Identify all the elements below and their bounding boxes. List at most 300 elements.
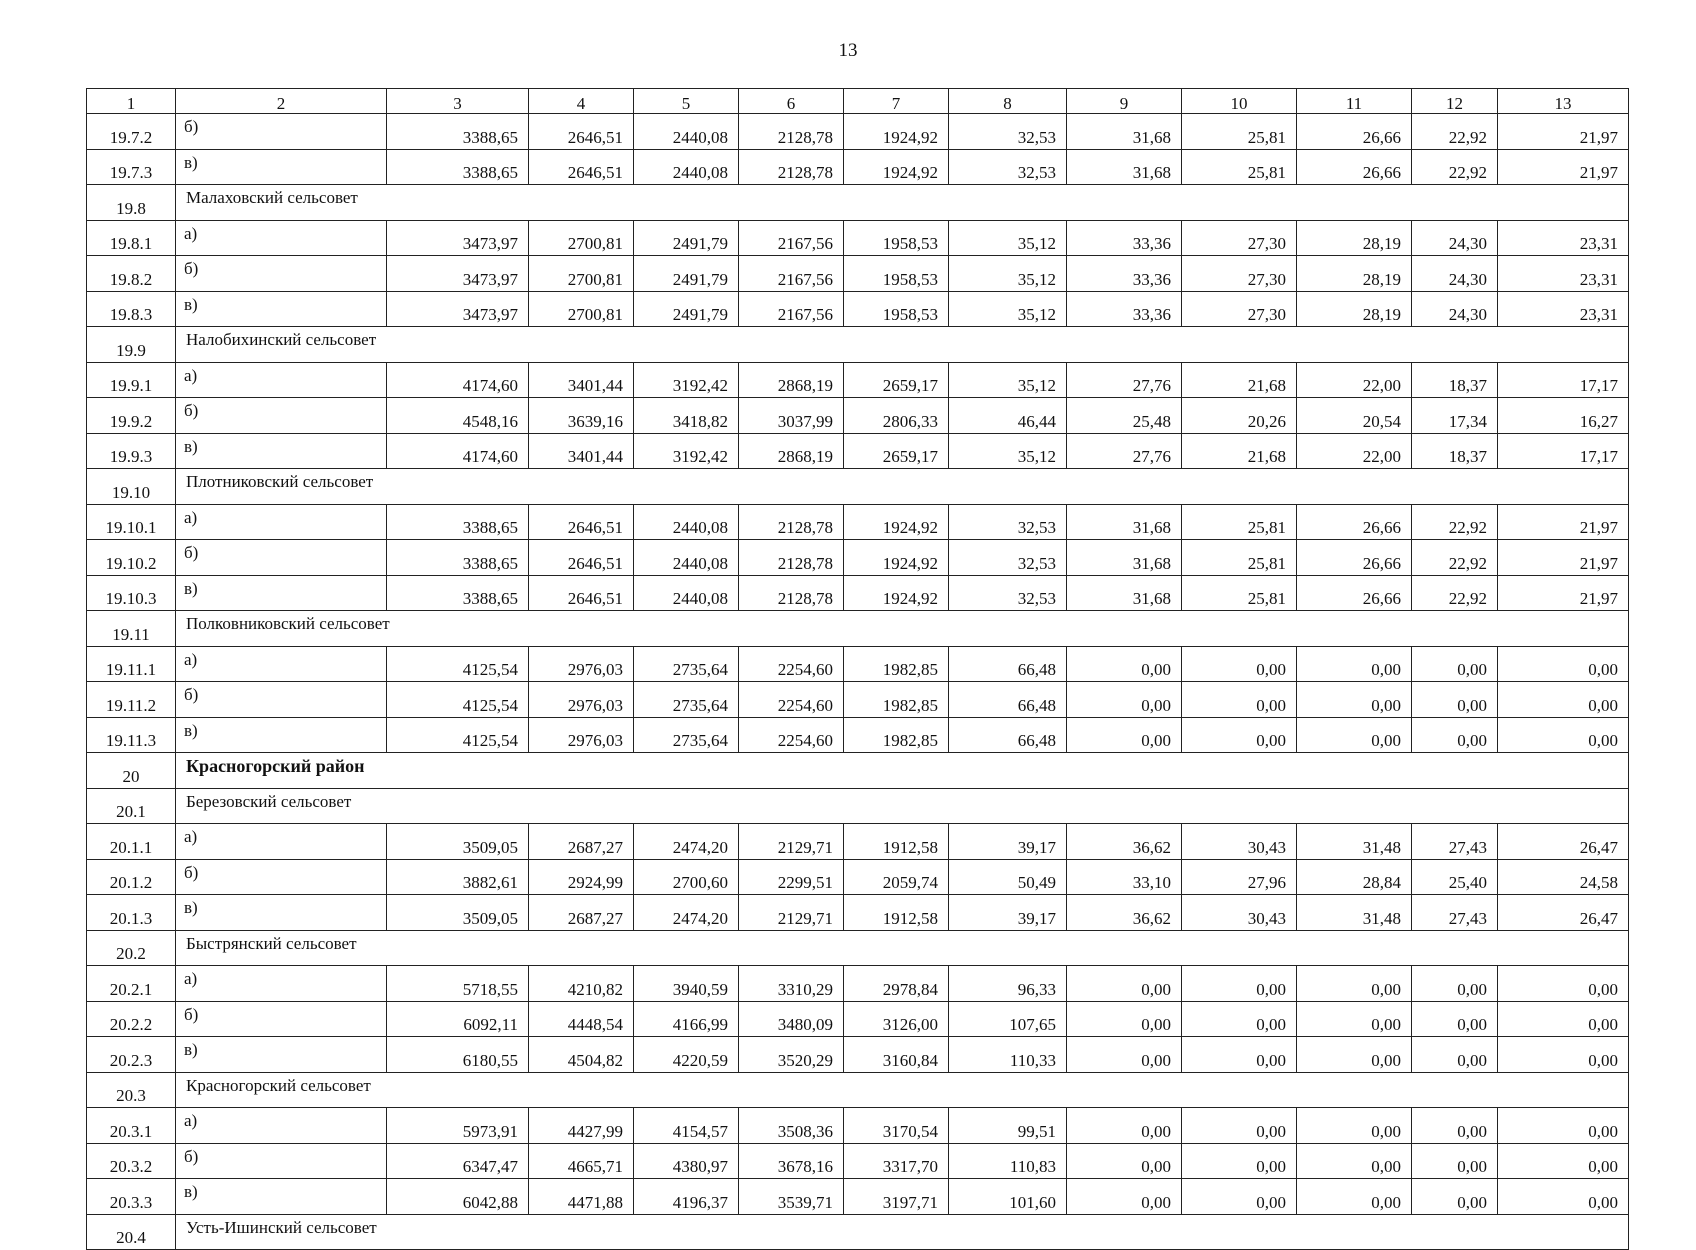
value-cell-col-6: 2254,60 bbox=[739, 717, 844, 753]
value-cell-col-13: 21,97 bbox=[1498, 540, 1629, 576]
value-cell-col-7: 2978,84 bbox=[844, 966, 949, 1002]
value-cell-col-9: 27,76 bbox=[1067, 433, 1182, 469]
page-number: 13 bbox=[838, 40, 858, 61]
row-code: 19.8 bbox=[87, 185, 176, 221]
row-code: 20.1.2 bbox=[87, 859, 176, 895]
value-cell-col-5: 3940,59 bbox=[634, 966, 739, 1002]
value-cell-col-11: 26,66 bbox=[1297, 575, 1412, 611]
row-code: 19.11.2 bbox=[87, 682, 176, 718]
value-cell-col-7: 1958,53 bbox=[844, 256, 949, 292]
value-cell-col-11: 28,19 bbox=[1297, 256, 1412, 292]
value-cell-col-8: 35,12 bbox=[949, 291, 1067, 327]
row-letter: б) bbox=[176, 398, 387, 434]
value-cell-col-4: 2976,03 bbox=[529, 646, 634, 682]
value-cell-col-12: 18,37 bbox=[1412, 433, 1498, 469]
value-cell-col-9: 31,68 bbox=[1067, 149, 1182, 185]
value-cell-col-11: 0,00 bbox=[1297, 646, 1412, 682]
settlement-name: Быстрянский сельсовет bbox=[176, 930, 1629, 966]
value-cell-col-13: 0,00 bbox=[1498, 1037, 1629, 1073]
value-cell-col-5: 2440,08 bbox=[634, 149, 739, 185]
value-cell-col-3: 4174,60 bbox=[387, 433, 529, 469]
row-code: 20.2.1 bbox=[87, 966, 176, 1002]
row-letter: а) bbox=[176, 1108, 387, 1144]
row-code: 20.1 bbox=[87, 788, 176, 824]
value-cell-col-10: 21,68 bbox=[1182, 433, 1297, 469]
value-cell-col-4: 2646,51 bbox=[529, 504, 634, 540]
row-letter: б) bbox=[176, 682, 387, 718]
value-cell-col-5: 2491,79 bbox=[634, 291, 739, 327]
value-cell-col-13: 21,97 bbox=[1498, 114, 1629, 150]
value-cell-col-3: 3473,97 bbox=[387, 220, 529, 256]
value-cell-col-5: 2700,60 bbox=[634, 859, 739, 895]
value-cell-col-8: 101,60 bbox=[949, 1179, 1067, 1215]
value-cell-col-7: 1924,92 bbox=[844, 149, 949, 185]
row-code: 19.8.2 bbox=[87, 256, 176, 292]
value-cell-col-12: 0,00 bbox=[1412, 1143, 1498, 1179]
value-cell-col-11: 22,00 bbox=[1297, 433, 1412, 469]
table-header-row bbox=[87, 89, 1629, 114]
row-letter: б) bbox=[176, 256, 387, 292]
value-cell-col-3: 3509,05 bbox=[387, 824, 529, 860]
row-code: 20.1.1 bbox=[87, 824, 176, 860]
value-cell-col-5: 3418,82 bbox=[634, 398, 739, 434]
table-row bbox=[87, 966, 1629, 1002]
value-cell-col-4: 3401,44 bbox=[529, 362, 634, 398]
table-row bbox=[87, 540, 1629, 576]
value-cell-col-9: 25,48 bbox=[1067, 398, 1182, 434]
value-cell-col-5: 2735,64 bbox=[634, 682, 739, 718]
value-cell-col-11: 22,00 bbox=[1297, 362, 1412, 398]
value-cell-col-3: 4125,54 bbox=[387, 682, 529, 718]
row-code: 20.3 bbox=[87, 1072, 176, 1108]
row-letter: а) bbox=[176, 362, 387, 398]
value-cell-col-5: 2440,08 bbox=[634, 540, 739, 576]
row-code: 20.3.2 bbox=[87, 1143, 176, 1179]
value-cell-col-10: 27,30 bbox=[1182, 291, 1297, 327]
value-cell-col-3: 6042,88 bbox=[387, 1179, 529, 1215]
value-cell-col-12: 0,00 bbox=[1412, 1108, 1498, 1144]
value-cell-col-9: 0,00 bbox=[1067, 1143, 1182, 1179]
value-cell-col-10: 0,00 bbox=[1182, 1037, 1297, 1073]
value-cell-col-12: 0,00 bbox=[1412, 1037, 1498, 1073]
value-cell-col-11: 0,00 bbox=[1297, 717, 1412, 753]
table-row bbox=[87, 433, 1629, 469]
value-cell-col-6: 2254,60 bbox=[739, 682, 844, 718]
value-cell-col-9: 27,76 bbox=[1067, 362, 1182, 398]
row-code: 20.4 bbox=[87, 1214, 176, 1250]
value-cell-col-6: 2299,51 bbox=[739, 859, 844, 895]
row-letter: в) bbox=[176, 1037, 387, 1073]
value-cell-col-5: 4166,99 bbox=[634, 1001, 739, 1037]
row-code: 19.8.3 bbox=[87, 291, 176, 327]
section-row bbox=[87, 930, 1629, 966]
value-cell-col-13: 21,97 bbox=[1498, 149, 1629, 185]
row-code: 19.10.2 bbox=[87, 540, 176, 576]
header-cell-col-12: 12 bbox=[1412, 89, 1498, 114]
value-cell-col-6: 2128,78 bbox=[739, 149, 844, 185]
value-cell-col-8: 66,48 bbox=[949, 717, 1067, 753]
section-row bbox=[87, 185, 1629, 221]
value-cell-col-10: 0,00 bbox=[1182, 646, 1297, 682]
value-cell-col-13: 26,47 bbox=[1498, 824, 1629, 860]
value-cell-col-3: 5718,55 bbox=[387, 966, 529, 1002]
row-code: 19.8.1 bbox=[87, 220, 176, 256]
value-cell-col-12: 22,92 bbox=[1412, 540, 1498, 576]
value-cell-col-7: 1982,85 bbox=[844, 646, 949, 682]
value-cell-col-6: 2868,19 bbox=[739, 362, 844, 398]
value-cell-col-4: 2687,27 bbox=[529, 895, 634, 931]
value-cell-col-10: 27,30 bbox=[1182, 220, 1297, 256]
value-cell-col-4: 4471,88 bbox=[529, 1179, 634, 1215]
value-cell-col-6: 3508,36 bbox=[739, 1108, 844, 1144]
row-code: 19.11.3 bbox=[87, 717, 176, 753]
value-cell-col-4: 2687,27 bbox=[529, 824, 634, 860]
value-cell-col-9: 0,00 bbox=[1067, 1037, 1182, 1073]
table-row bbox=[87, 717, 1629, 753]
row-letter: в) bbox=[176, 433, 387, 469]
value-cell-col-5: 4380,97 bbox=[634, 1143, 739, 1179]
value-cell-col-5: 2491,79 bbox=[634, 220, 739, 256]
row-code: 19.10.1 bbox=[87, 504, 176, 540]
value-cell-col-7: 3197,71 bbox=[844, 1179, 949, 1215]
value-cell-col-11: 31,48 bbox=[1297, 824, 1412, 860]
tariff-table bbox=[86, 88, 1629, 1250]
table-body bbox=[87, 89, 1629, 1250]
value-cell-col-4: 4210,82 bbox=[529, 966, 634, 1002]
header-cell-col-11: 11 bbox=[1297, 89, 1412, 114]
value-cell-col-11: 28,84 bbox=[1297, 859, 1412, 895]
row-letter: б) bbox=[176, 859, 387, 895]
value-cell-col-6: 2167,56 bbox=[739, 256, 844, 292]
value-cell-col-6: 2128,78 bbox=[739, 504, 844, 540]
value-cell-col-3: 4125,54 bbox=[387, 717, 529, 753]
value-cell-col-10: 0,00 bbox=[1182, 1143, 1297, 1179]
value-cell-col-3: 3473,97 bbox=[387, 256, 529, 292]
value-cell-col-5: 3192,42 bbox=[634, 433, 739, 469]
value-cell-col-11: 20,54 bbox=[1297, 398, 1412, 434]
row-code: 19.7.2 bbox=[87, 114, 176, 150]
row-letter: в) bbox=[176, 575, 387, 611]
value-cell-col-4: 4504,82 bbox=[529, 1037, 634, 1073]
row-code: 19.7.3 bbox=[87, 149, 176, 185]
value-cell-col-3: 3388,65 bbox=[387, 575, 529, 611]
settlement-name: Налобихинский сельсовет bbox=[176, 327, 1629, 363]
value-cell-col-5: 2440,08 bbox=[634, 504, 739, 540]
value-cell-col-6: 2129,71 bbox=[739, 895, 844, 931]
value-cell-col-5: 4196,37 bbox=[634, 1179, 739, 1215]
value-cell-col-11: 0,00 bbox=[1297, 1143, 1412, 1179]
value-cell-col-3: 3882,61 bbox=[387, 859, 529, 895]
value-cell-col-5: 4220,59 bbox=[634, 1037, 739, 1073]
value-cell-col-10: 0,00 bbox=[1182, 1001, 1297, 1037]
value-cell-col-6: 3310,29 bbox=[739, 966, 844, 1002]
value-cell-col-10: 0,00 bbox=[1182, 1108, 1297, 1144]
value-cell-col-9: 0,00 bbox=[1067, 717, 1182, 753]
header-cell-col-7: 7 bbox=[844, 89, 949, 114]
value-cell-col-12: 24,30 bbox=[1412, 220, 1498, 256]
value-cell-col-10: 25,81 bbox=[1182, 575, 1297, 611]
section-row bbox=[87, 1214, 1629, 1250]
value-cell-col-10: 21,68 bbox=[1182, 362, 1297, 398]
row-code: 20.2.2 bbox=[87, 1001, 176, 1037]
value-cell-col-13: 0,00 bbox=[1498, 1143, 1629, 1179]
value-cell-col-3: 4125,54 bbox=[387, 646, 529, 682]
value-cell-col-7: 3126,00 bbox=[844, 1001, 949, 1037]
value-cell-col-4: 4448,54 bbox=[529, 1001, 634, 1037]
value-cell-col-10: 27,30 bbox=[1182, 256, 1297, 292]
value-cell-col-4: 2700,81 bbox=[529, 220, 634, 256]
section-row bbox=[87, 469, 1629, 505]
settlement-name: Полковниковский сельсовет bbox=[176, 611, 1629, 647]
table-row bbox=[87, 646, 1629, 682]
value-cell-col-3: 3473,97 bbox=[387, 291, 529, 327]
value-cell-col-9: 0,00 bbox=[1067, 1108, 1182, 1144]
value-cell-col-3: 4174,60 bbox=[387, 362, 529, 398]
value-cell-col-5: 3192,42 bbox=[634, 362, 739, 398]
row-letter: в) bbox=[176, 291, 387, 327]
value-cell-col-7: 1924,92 bbox=[844, 540, 949, 576]
value-cell-col-6: 3480,09 bbox=[739, 1001, 844, 1037]
value-cell-col-9: 33,36 bbox=[1067, 291, 1182, 327]
value-cell-col-7: 1982,85 bbox=[844, 682, 949, 718]
value-cell-col-8: 39,17 bbox=[949, 895, 1067, 931]
section-row bbox=[87, 1072, 1629, 1108]
value-cell-col-3: 6092,11 bbox=[387, 1001, 529, 1037]
header-cell-col-9: 9 bbox=[1067, 89, 1182, 114]
row-letter: в) bbox=[176, 149, 387, 185]
value-cell-col-8: 39,17 bbox=[949, 824, 1067, 860]
value-cell-col-13: 0,00 bbox=[1498, 646, 1629, 682]
value-cell-col-3: 3388,65 bbox=[387, 504, 529, 540]
value-cell-col-7: 1924,92 bbox=[844, 575, 949, 611]
table-row bbox=[87, 504, 1629, 540]
value-cell-col-10: 30,43 bbox=[1182, 824, 1297, 860]
value-cell-col-3: 3388,65 bbox=[387, 540, 529, 576]
value-cell-col-12: 0,00 bbox=[1412, 646, 1498, 682]
value-cell-col-7: 2806,33 bbox=[844, 398, 949, 434]
value-cell-col-12: 0,00 bbox=[1412, 717, 1498, 753]
header-cell-col-2: 2 bbox=[176, 89, 387, 114]
value-cell-col-13: 17,17 bbox=[1498, 362, 1629, 398]
value-cell-col-11: 0,00 bbox=[1297, 1037, 1412, 1073]
value-cell-col-4: 3401,44 bbox=[529, 433, 634, 469]
row-letter: б) bbox=[176, 540, 387, 576]
table-row bbox=[87, 859, 1629, 895]
value-cell-col-12: 0,00 bbox=[1412, 1179, 1498, 1215]
value-cell-col-11: 26,66 bbox=[1297, 149, 1412, 185]
value-cell-col-11: 28,19 bbox=[1297, 291, 1412, 327]
table-row bbox=[87, 1108, 1629, 1144]
value-cell-col-4: 2700,81 bbox=[529, 291, 634, 327]
value-cell-col-4: 4427,99 bbox=[529, 1108, 634, 1144]
value-cell-col-13: 24,58 bbox=[1498, 859, 1629, 895]
value-cell-col-8: 96,33 bbox=[949, 966, 1067, 1002]
value-cell-col-11: 0,00 bbox=[1297, 966, 1412, 1002]
value-cell-col-13: 0,00 bbox=[1498, 1001, 1629, 1037]
value-cell-col-12: 24,30 bbox=[1412, 291, 1498, 327]
value-cell-col-11: 26,66 bbox=[1297, 504, 1412, 540]
value-cell-col-5: 4154,57 bbox=[634, 1108, 739, 1144]
table-row bbox=[87, 1037, 1629, 1073]
value-cell-col-4: 2646,51 bbox=[529, 540, 634, 576]
row-letter: а) bbox=[176, 504, 387, 540]
value-cell-col-7: 1912,58 bbox=[844, 895, 949, 931]
row-code: 19.10 bbox=[87, 469, 176, 505]
value-cell-col-9: 33,36 bbox=[1067, 220, 1182, 256]
value-cell-col-3: 3509,05 bbox=[387, 895, 529, 931]
row-code: 20 bbox=[87, 753, 176, 789]
value-cell-col-11: 0,00 bbox=[1297, 682, 1412, 718]
value-cell-col-3: 4548,16 bbox=[387, 398, 529, 434]
value-cell-col-9: 0,00 bbox=[1067, 646, 1182, 682]
value-cell-col-9: 0,00 bbox=[1067, 1001, 1182, 1037]
table-row bbox=[87, 895, 1629, 931]
value-cell-col-7: 1924,92 bbox=[844, 504, 949, 540]
value-cell-col-12: 22,92 bbox=[1412, 575, 1498, 611]
value-cell-col-3: 3388,65 bbox=[387, 114, 529, 150]
value-cell-col-7: 1982,85 bbox=[844, 717, 949, 753]
value-cell-col-10: 27,96 bbox=[1182, 859, 1297, 895]
value-cell-col-6: 2868,19 bbox=[739, 433, 844, 469]
header-cell-col-13: 13 bbox=[1498, 89, 1629, 114]
row-code: 20.1.3 bbox=[87, 895, 176, 931]
value-cell-col-7: 2059,74 bbox=[844, 859, 949, 895]
value-cell-col-7: 3160,84 bbox=[844, 1037, 949, 1073]
header-cell-col-1: 1 bbox=[87, 89, 176, 114]
value-cell-col-7: 3317,70 bbox=[844, 1143, 949, 1179]
row-code: 20.2 bbox=[87, 930, 176, 966]
value-cell-col-6: 2254,60 bbox=[739, 646, 844, 682]
value-cell-col-6: 2129,71 bbox=[739, 824, 844, 860]
value-cell-col-4: 2646,51 bbox=[529, 114, 634, 150]
value-cell-col-8: 50,49 bbox=[949, 859, 1067, 895]
value-cell-col-6: 2128,78 bbox=[739, 114, 844, 150]
value-cell-col-9: 0,00 bbox=[1067, 966, 1182, 1002]
value-cell-col-13: 23,31 bbox=[1498, 256, 1629, 292]
row-letter: а) bbox=[176, 220, 387, 256]
row-code: 20.3.1 bbox=[87, 1108, 176, 1144]
table-row bbox=[87, 291, 1629, 327]
row-letter: а) bbox=[176, 646, 387, 682]
value-cell-col-12: 0,00 bbox=[1412, 682, 1498, 718]
value-cell-col-8: 99,51 bbox=[949, 1108, 1067, 1144]
table-row bbox=[87, 220, 1629, 256]
value-cell-col-7: 1912,58 bbox=[844, 824, 949, 860]
value-cell-col-9: 36,62 bbox=[1067, 895, 1182, 931]
value-cell-col-4: 2646,51 bbox=[529, 149, 634, 185]
value-cell-col-7: 1924,92 bbox=[844, 114, 949, 150]
value-cell-col-6: 3539,71 bbox=[739, 1179, 844, 1215]
value-cell-col-13: 0,00 bbox=[1498, 682, 1629, 718]
value-cell-col-13: 0,00 bbox=[1498, 1108, 1629, 1144]
row-code: 20.3.3 bbox=[87, 1179, 176, 1215]
value-cell-col-6: 2167,56 bbox=[739, 291, 844, 327]
value-cell-col-11: 31,48 bbox=[1297, 895, 1412, 931]
value-cell-col-5: 2735,64 bbox=[634, 646, 739, 682]
value-cell-col-12: 27,43 bbox=[1412, 824, 1498, 860]
value-cell-col-13: 0,00 bbox=[1498, 966, 1629, 1002]
value-cell-col-10: 20,26 bbox=[1182, 398, 1297, 434]
value-cell-col-7: 3170,54 bbox=[844, 1108, 949, 1144]
value-cell-col-7: 1958,53 bbox=[844, 220, 949, 256]
table-row bbox=[87, 362, 1629, 398]
value-cell-col-10: 0,00 bbox=[1182, 717, 1297, 753]
value-cell-col-8: 46,44 bbox=[949, 398, 1067, 434]
value-cell-col-7: 1958,53 bbox=[844, 291, 949, 327]
settlement-name: Малаховский сельсовет bbox=[176, 185, 1629, 221]
value-cell-col-12: 18,37 bbox=[1412, 362, 1498, 398]
value-cell-col-9: 31,68 bbox=[1067, 114, 1182, 150]
value-cell-col-12: 0,00 bbox=[1412, 1001, 1498, 1037]
row-code: 19.9.1 bbox=[87, 362, 176, 398]
value-cell-col-5: 2735,64 bbox=[634, 717, 739, 753]
table-row bbox=[87, 1001, 1629, 1037]
value-cell-col-13: 0,00 bbox=[1498, 1179, 1629, 1215]
value-cell-col-8: 110,33 bbox=[949, 1037, 1067, 1073]
value-cell-col-8: 32,53 bbox=[949, 575, 1067, 611]
value-cell-col-8: 35,12 bbox=[949, 256, 1067, 292]
value-cell-col-4: 3639,16 bbox=[529, 398, 634, 434]
value-cell-col-8: 66,48 bbox=[949, 682, 1067, 718]
value-cell-col-8: 32,53 bbox=[949, 540, 1067, 576]
header-cell-col-5: 5 bbox=[634, 89, 739, 114]
value-cell-col-9: 0,00 bbox=[1067, 1179, 1182, 1215]
value-cell-col-6: 3520,29 bbox=[739, 1037, 844, 1073]
value-cell-col-11: 26,66 bbox=[1297, 540, 1412, 576]
value-cell-col-8: 35,12 bbox=[949, 220, 1067, 256]
value-cell-col-6: 2128,78 bbox=[739, 540, 844, 576]
value-cell-col-3: 5973,91 bbox=[387, 1108, 529, 1144]
value-cell-col-13: 17,17 bbox=[1498, 433, 1629, 469]
row-code: 20.2.3 bbox=[87, 1037, 176, 1073]
value-cell-col-11: 0,00 bbox=[1297, 1179, 1412, 1215]
value-cell-col-4: 2976,03 bbox=[529, 717, 634, 753]
header-cell-col-10: 10 bbox=[1182, 89, 1297, 114]
value-cell-col-3: 6180,55 bbox=[387, 1037, 529, 1073]
value-cell-col-3: 3388,65 bbox=[387, 149, 529, 185]
value-cell-col-13: 26,47 bbox=[1498, 895, 1629, 931]
section-row bbox=[87, 788, 1629, 824]
row-code: 19.9.3 bbox=[87, 433, 176, 469]
value-cell-col-11: 0,00 bbox=[1297, 1108, 1412, 1144]
header-cell-col-6: 6 bbox=[739, 89, 844, 114]
value-cell-col-12: 17,34 bbox=[1412, 398, 1498, 434]
section-row bbox=[87, 611, 1629, 647]
row-letter: б) bbox=[176, 1001, 387, 1037]
value-cell-col-8: 107,65 bbox=[949, 1001, 1067, 1037]
value-cell-col-3: 6347,47 bbox=[387, 1143, 529, 1179]
value-cell-col-8: 32,53 bbox=[949, 149, 1067, 185]
value-cell-col-4: 2924,99 bbox=[529, 859, 634, 895]
value-cell-col-9: 33,10 bbox=[1067, 859, 1182, 895]
value-cell-col-8: 35,12 bbox=[949, 433, 1067, 469]
value-cell-col-13: 23,31 bbox=[1498, 220, 1629, 256]
value-cell-col-12: 22,92 bbox=[1412, 114, 1498, 150]
value-cell-col-11: 28,19 bbox=[1297, 220, 1412, 256]
value-cell-col-10: 30,43 bbox=[1182, 895, 1297, 931]
value-cell-col-12: 27,43 bbox=[1412, 895, 1498, 931]
value-cell-col-8: 110,83 bbox=[949, 1143, 1067, 1179]
value-cell-col-13: 16,27 bbox=[1498, 398, 1629, 434]
value-cell-col-7: 2659,17 bbox=[844, 362, 949, 398]
value-cell-col-13: 0,00 bbox=[1498, 717, 1629, 753]
value-cell-col-8: 35,12 bbox=[949, 362, 1067, 398]
row-letter: в) bbox=[176, 895, 387, 931]
value-cell-col-5: 2440,08 bbox=[634, 575, 739, 611]
value-cell-col-10: 25,81 bbox=[1182, 504, 1297, 540]
settlement-name: Усть-Ишинский сельсовет bbox=[176, 1214, 1629, 1250]
row-code: 19.10.3 bbox=[87, 575, 176, 611]
